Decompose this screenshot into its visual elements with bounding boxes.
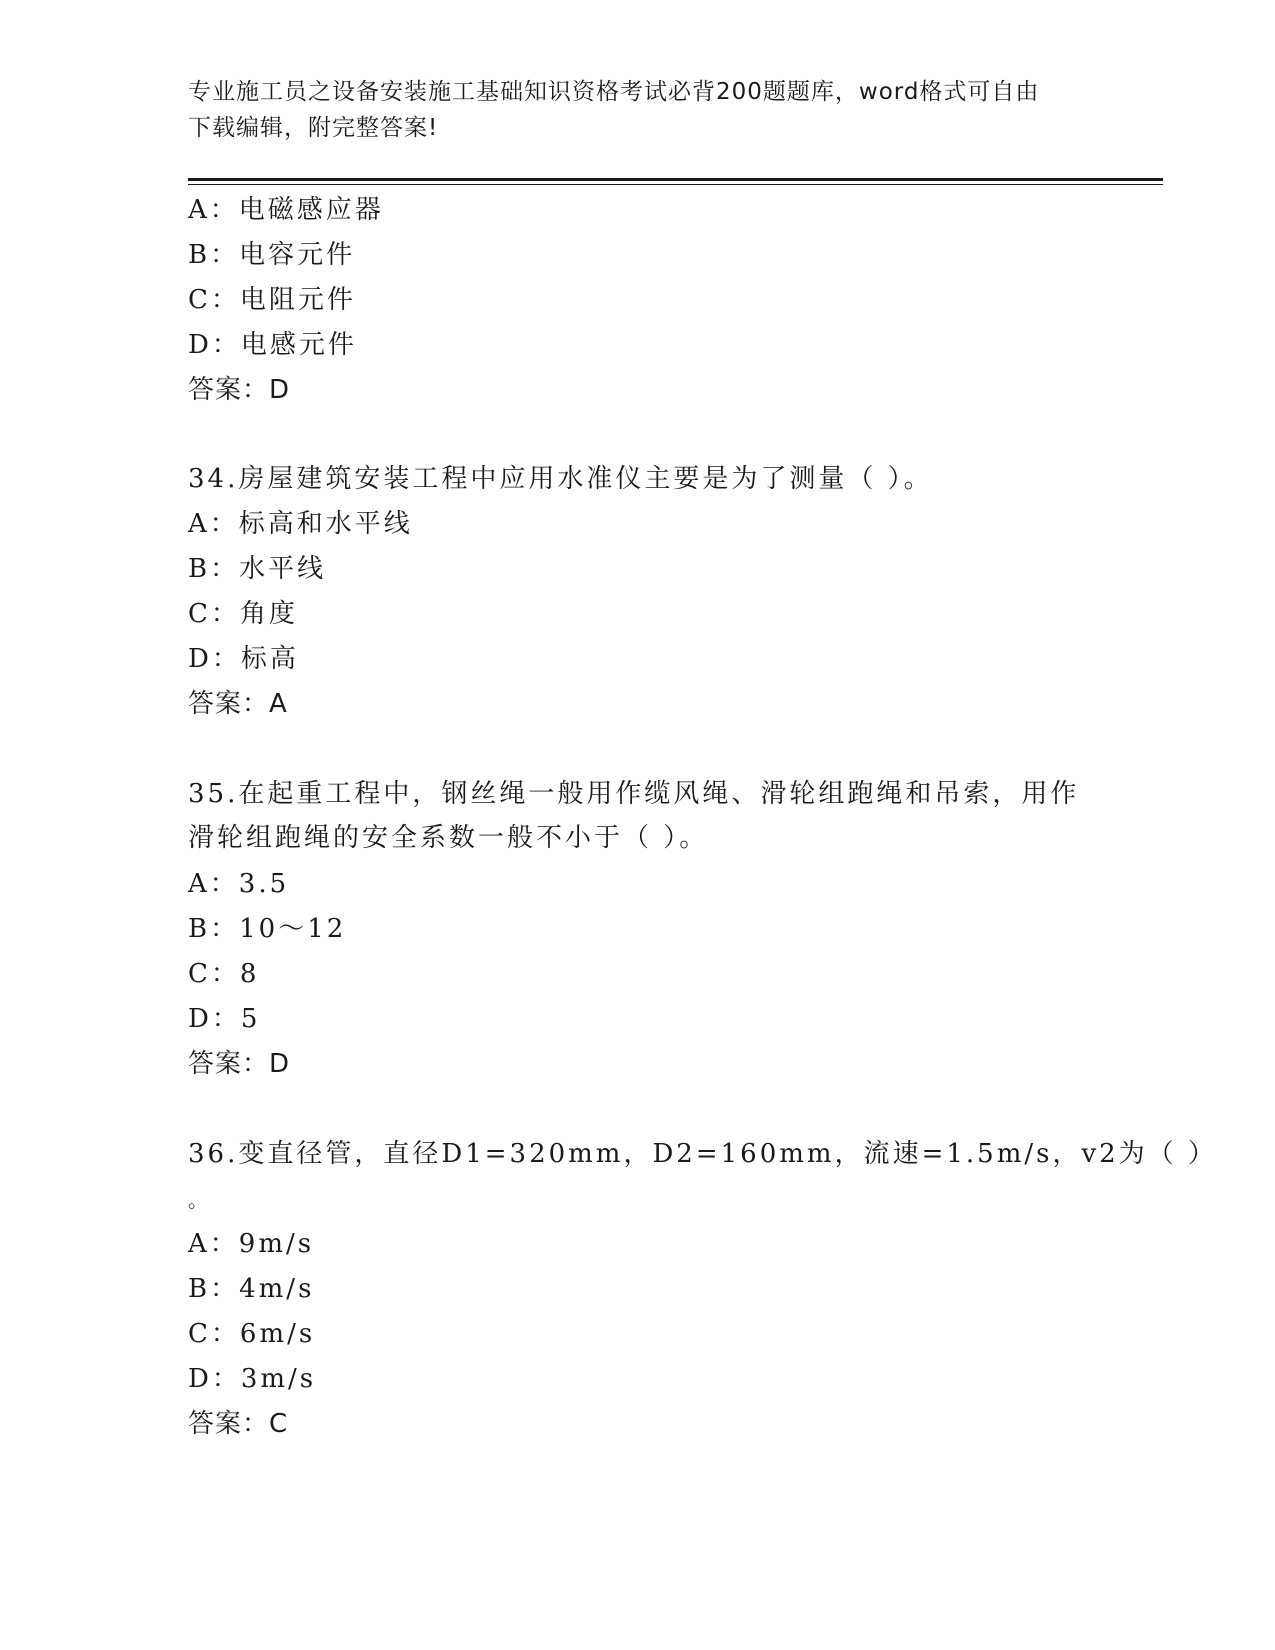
header-divider-thick — [188, 178, 1163, 181]
q36-option-d: D：3m/s — [188, 1364, 317, 1394]
header-line-1: 专业施工员之设备安装施工基础知识资格考试必背200题题库，word格式可自由 — [188, 79, 1040, 105]
q34-option-d: D：标高 — [188, 644, 299, 674]
q35-stem-line-1: 35.在起重工程中，钢丝绳一般用作缆风绳、滑轮组跑绳和吊索，用作 — [188, 779, 1080, 809]
q36-answer: 答案：C — [188, 1409, 289, 1439]
q33-option-b: B：电容元件 — [188, 240, 356, 270]
header-divider-thin — [188, 184, 1163, 185]
q34-option-b: B：水平线 — [188, 554, 327, 584]
q36-option-b: B：4m/s — [188, 1274, 315, 1304]
q36-option-c: C：6m/s — [188, 1319, 316, 1349]
q34-option-c: C：角度 — [188, 599, 298, 629]
q34-option-a: A：标高和水平线 — [188, 509, 413, 539]
q33-answer: 答案：D — [188, 375, 291, 405]
q34-answer: 答案：A — [188, 689, 288, 719]
header-line-2: 下载编辑，附完整答案! — [188, 115, 439, 141]
q34-stem: 34.房屋建筑安装工程中应用水准仪主要是为了测量（ ）。 — [188, 464, 933, 494]
q35-option-b: B：10～12 — [188, 914, 347, 944]
q36-stem-line-2: 。 — [188, 1188, 211, 1212]
q36-option-a: A：9m/s — [188, 1229, 315, 1259]
q33-option-a: A：电磁感应器 — [188, 195, 384, 225]
document-header — [188, 74, 1078, 146]
q35-stem-line-2: 滑轮组跑绳的安全系数一般不小于（ ）。 — [188, 823, 709, 853]
q36-stem-line-1: 36.变直径管，直径D1=320mm，D2=160mm，流速=1.5m/s，v2为（ ） — [188, 1139, 1217, 1169]
q35-option-c: C：8 — [188, 959, 260, 989]
q35-answer: 答案：D — [188, 1049, 291, 1079]
q33-option-d: D：电感元件 — [188, 330, 357, 360]
q35-option-d: D：5 — [188, 1004, 261, 1034]
q35-option-a: A：3.5 — [188, 869, 290, 899]
q33-option-c: C：电阻元件 — [188, 285, 356, 315]
